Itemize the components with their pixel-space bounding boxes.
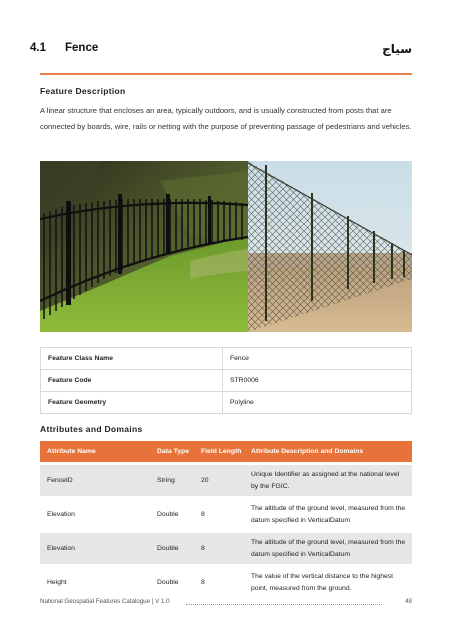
attribute-length: 8 — [201, 579, 205, 586]
attribute-name: Elevation — [40, 533, 150, 564]
attribute-length: 20 — [194, 465, 244, 496]
column-header-description: Attribute Description and Domains — [244, 441, 412, 462]
footer-leader-dots — [186, 598, 382, 605]
attributes-heading: Attributes and Domains — [40, 424, 143, 434]
attribute-name: Height — [47, 579, 67, 586]
section-header — [30, 42, 412, 58]
attribute-description: The altitude of the ground level, measured from the datum specified in VerticalDatum — [244, 533, 412, 564]
footer-catalogue-label: National Geospatial Features Catalogue | V 1.0 — [40, 598, 170, 605]
feature-code-value: STR0006 — [223, 370, 412, 392]
attribute-description: The altitude of the ground level, measured from the datum specified in VerticalDatum — [251, 504, 406, 524]
section-number: 4.1 — [30, 42, 46, 54]
attributes-header-row — [40, 441, 412, 462]
attribute-type: Double — [150, 533, 194, 564]
column-header-field-length: Field Length — [194, 441, 244, 462]
header-divider — [40, 73, 412, 75]
attribute-length: 8 — [194, 533, 244, 564]
column-header-data-type: Data Type — [150, 441, 194, 462]
feature-description-heading: Feature Description — [40, 86, 126, 96]
attribute-type: String — [150, 465, 194, 496]
attribute-type: Double — [157, 579, 179, 586]
metal-fence-photo — [40, 161, 248, 332]
attributes-table — [40, 441, 412, 598]
feature-description-text: A linear structure that encloses an area, typically outdoors, and is usually constructed from posts that are connected by boards, wire, rails or netting with the purpose of preventing passage of pedestrians and vehicles. — [40, 106, 412, 131]
attribute-description: The value of the vertical distance to the highest point, measured from the ground. — [251, 572, 394, 592]
attribute-name: Elevation — [47, 511, 75, 518]
table-row — [40, 567, 412, 598]
feature-class-name-value: Fence — [223, 348, 412, 370]
column-header-attribute-name: Attribute Name — [40, 441, 150, 462]
feature-class-name-label: Feature Class Name — [41, 348, 223, 370]
chain-link-fence-photo — [248, 161, 412, 332]
feature-code-label: Feature Code — [41, 370, 223, 392]
feature-geometry-value: Polyline — [223, 392, 412, 414]
feature-info-table — [40, 347, 412, 414]
feature-geometry-label: Feature Geometry — [41, 392, 223, 414]
attribute-name: FenceID — [40, 465, 150, 496]
page-footer — [40, 598, 412, 608]
table-row — [40, 499, 412, 530]
section-title: Fence — [65, 42, 99, 54]
page-number: 48 — [405, 598, 412, 605]
table-row — [40, 465, 412, 496]
table-row — [41, 348, 412, 370]
table-row — [41, 392, 412, 414]
table-row — [40, 533, 412, 564]
attribute-length: 8 — [201, 511, 205, 518]
attribute-type: Double — [157, 511, 179, 518]
fence-photos — [40, 161, 412, 332]
section-arabic-title: سياج — [382, 42, 412, 56]
table-row — [41, 370, 412, 392]
attribute-description: Unique Identifier as assigned at the national level by the FGIC. — [244, 465, 412, 496]
